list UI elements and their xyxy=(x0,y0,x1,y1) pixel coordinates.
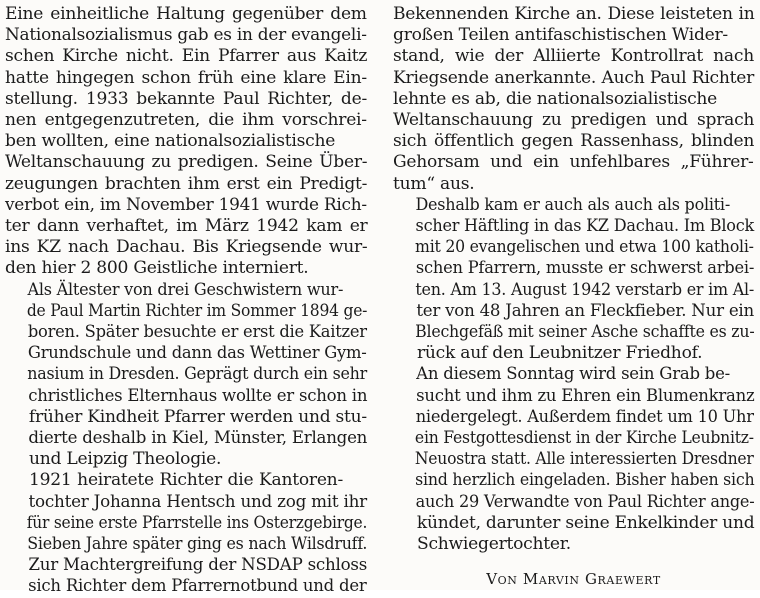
text-line: auch 29 Verwandte von Paul Richter ange- xyxy=(415,491,755,512)
right-column-paragraphs xyxy=(393,4,754,555)
text-line: zeugungen brachten ihm erst ein Predigt- xyxy=(5,173,368,194)
text-line: boren. Später besuchte er erst die Kaitzer xyxy=(27,322,367,343)
text-line: An diesem Sonntag wird sein Grab be- xyxy=(416,364,730,385)
text-line: nen entgegenzutreten, die ihm vorschrei- xyxy=(5,110,367,131)
article-paragraph xyxy=(393,364,754,555)
text-line: Schwiegertochter. xyxy=(417,534,571,555)
text-line: tum“ aus. xyxy=(393,173,475,194)
text-line: schen Pfarrern, musste er schwerst arbei- xyxy=(415,258,755,279)
text-line: Neuostra statt. Alle interessierten Dresdner xyxy=(414,449,754,470)
text-line: sich öffentlich gegen Rassenhass, blinden xyxy=(393,131,755,152)
text-line: 1921 heiratete Richter die Kantoren- xyxy=(29,470,343,491)
text-line: Gehorsam und ein unfehlbares „Führer- xyxy=(393,152,754,173)
text-line: schen Kirche nicht. Ein Pfarrer aus Kaitz xyxy=(5,46,368,67)
text-line: ins KZ nach Dachau. Bis Kriegsende wur- xyxy=(5,237,368,258)
text-line: ben wollten, eine nationalsozialistische xyxy=(5,131,336,152)
text-line: de Paul Martin Richter im Sommer 1894 ge- xyxy=(26,300,368,321)
text-line: hatte hingegen schon früh eine klare Ein- xyxy=(5,67,367,88)
text-line: Zur Machtergreifung der NSDAP schloss xyxy=(28,555,368,576)
article-paragraph xyxy=(393,4,754,195)
text-line: Nationalsozialismus gab es in der evangeli- xyxy=(5,25,367,46)
text-line: Kriegsende anerkannte. Auch Paul Richter xyxy=(393,67,755,88)
text-line: Deshalb kam er auch als auch als politi- xyxy=(415,194,730,215)
text-line: großen Teilen antifaschistischen Wider- xyxy=(393,25,728,46)
text-line: sucht und ihm zu Ehren ein Blumenkranz xyxy=(416,385,755,406)
author-byline: Von Marvin Graewert xyxy=(486,570,661,589)
article-paragraph xyxy=(5,4,367,280)
text-line: rück auf den Leubnitzer Friedhof. xyxy=(417,343,703,364)
text-line: und Leipzig Theologie. xyxy=(29,449,222,470)
text-line: dierte deshalb in Kiel, Münster, Erlangen xyxy=(28,428,368,449)
text-line: Sieben Jahre später ging es nach Wilsdruff. xyxy=(27,534,368,555)
text-line: verbot ein, im November 1941 wurde Rich- xyxy=(5,194,367,215)
text-line: Bekennenden Kirche an. Diese leisteten in xyxy=(393,4,755,24)
text-line: Grundschule und dann das Wettiner Gym- xyxy=(27,343,367,364)
text-line: Weltanschauung zu predigen. Seine Über- xyxy=(5,152,368,173)
text-line: den hier 2 800 Geistliche interniert. xyxy=(5,258,309,279)
text-line: früher Kindheit Pfarrer werden und stu- xyxy=(28,406,367,427)
text-line: mit 20 evangelischen und etwa 100 katholi- xyxy=(415,237,754,258)
article-paragraph xyxy=(393,195,754,365)
text-line: Eine einheitliche Haltung gegenüber dem xyxy=(5,4,367,24)
text-line: Blechgefäß mit seiner Asche schaffte es zu- xyxy=(415,322,755,343)
text-line: stellung. 1933 bekannte Paul Richter, de- xyxy=(5,88,367,109)
text-line: stand, wie der Alliierte Kontrollrat nach xyxy=(393,46,754,67)
text-line: ein Festgottesdienst in der Kirche Leubnitz- xyxy=(414,428,754,449)
text-line: ter von 48 Jahren an Fleckfieber. Nur ein xyxy=(416,300,754,321)
article-paragraph xyxy=(5,470,367,597)
text-line: Als Ältester von drei Geschwistern wur- xyxy=(27,279,344,300)
text-line: nasium in Dresden. Geprägt durch ein sehr xyxy=(27,364,368,385)
text-line: Weltanschauung zu predigen und sprach xyxy=(393,110,755,131)
text-line: lehnte es ab, die nationalsozialistische xyxy=(393,88,718,109)
text-line: scher Häftling in das KZ Dachau. Im Block xyxy=(415,216,754,237)
text-line: christliches Elternhaus wollte er schon in xyxy=(28,385,368,406)
text-line: ter dann verhaftet, im März 1942 kam er xyxy=(5,216,368,237)
text-line: sich Richter dem Pfarrernotbund und der xyxy=(28,576,367,597)
article-left-column xyxy=(5,4,367,598)
text-line: für seine erste Pfarrstelle ins Osterzgebirge. xyxy=(26,512,368,533)
text-line: kündet, darunter seine Enkelkinder und xyxy=(416,512,755,533)
article-paragraph xyxy=(5,280,367,471)
text-line: sind herzlich eingeladen. Bisher haben sich xyxy=(415,470,755,491)
article-right-column xyxy=(393,4,754,590)
text-line: niedergelegt. Außerdem findet um 10 Uhr xyxy=(415,406,754,427)
text-line: ten. Am 13. August 1942 verstarb er im Al- xyxy=(415,279,755,300)
text-line: tochter Johanna Hentsch und zog mit ihr xyxy=(28,491,367,512)
